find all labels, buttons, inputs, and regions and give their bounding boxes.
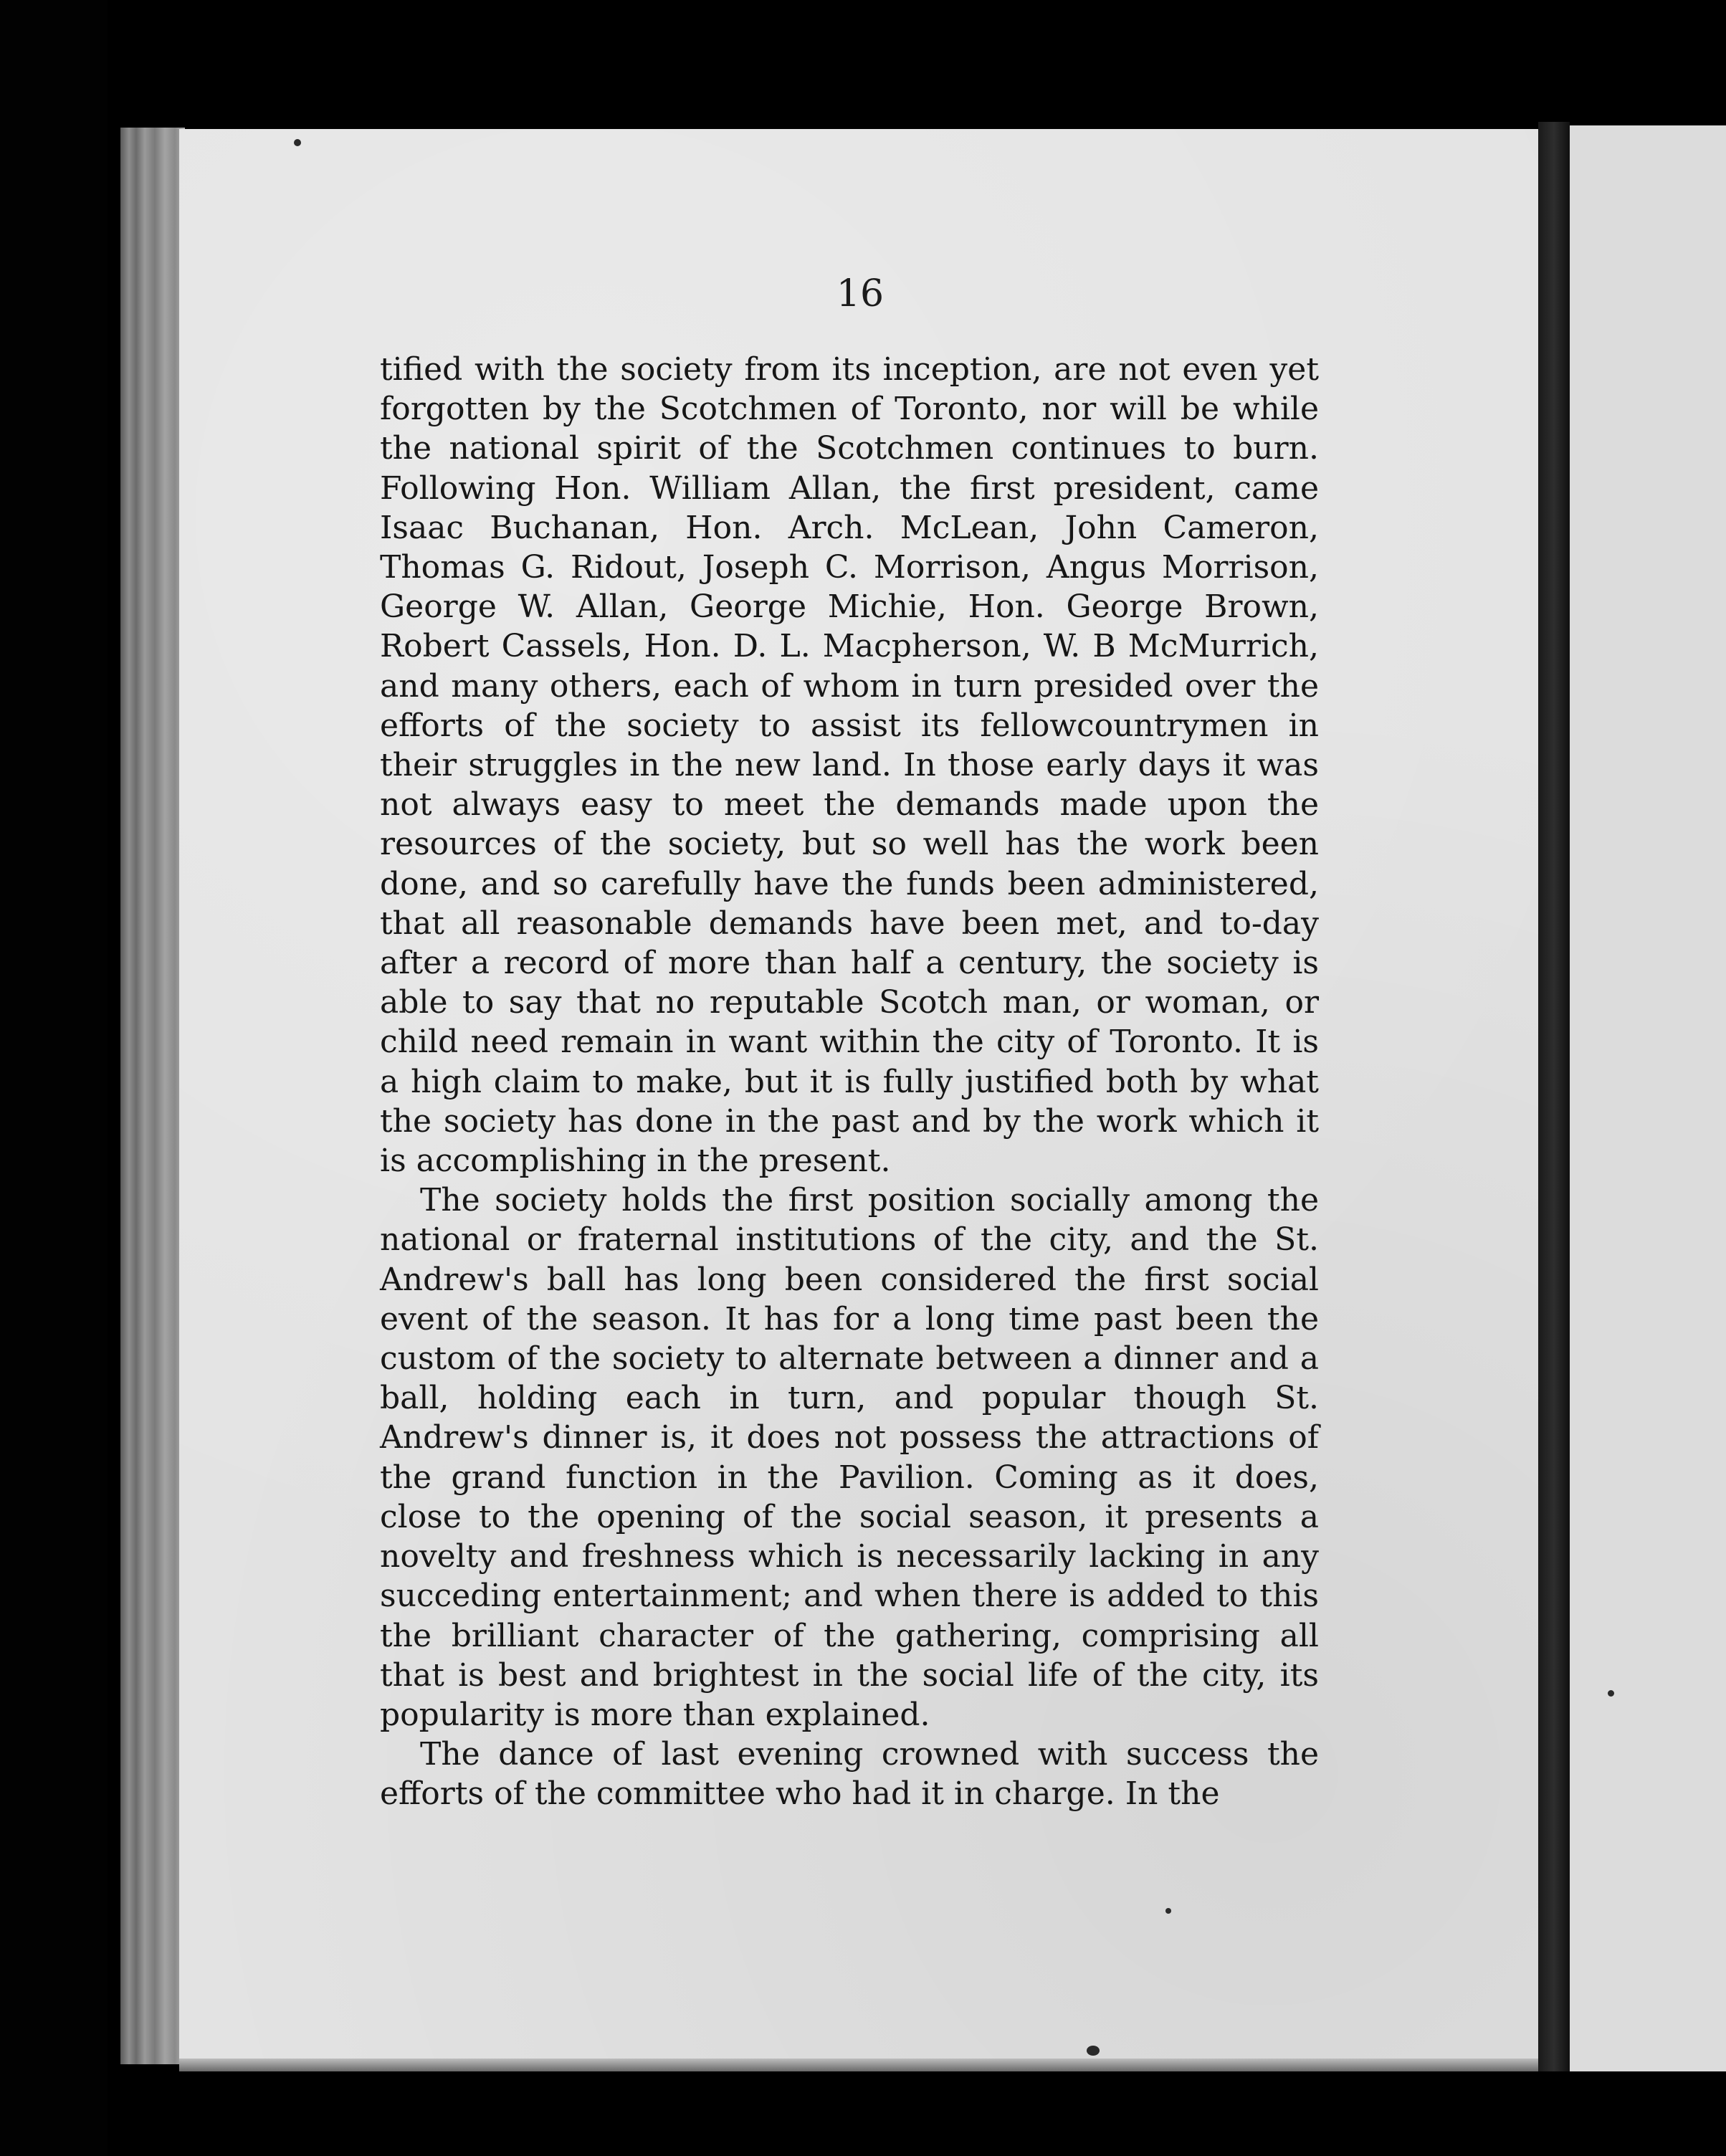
- page-edges: [120, 128, 185, 2064]
- dust-speck: [294, 139, 301, 146]
- page-number: 16: [836, 272, 885, 315]
- body-text: [380, 350, 1319, 1814]
- dust-speck: [1087, 2046, 1100, 2056]
- book-gutter: [1538, 122, 1570, 2071]
- page-bottom-edge: [179, 2059, 1541, 2071]
- paragraph: tified with the society from its inception, are not even yet forgotten by the Scotchmen of Toronto, nor will be while the national spirit of the Scotchmen continues to burn. Following Hon. William Allan, the first president, came Isaac Buchanan, Hon. Arch. McLean, John Cameron, Thomas G. Ridout, Joseph C. Morrison, Angus Morrison, George W. Allan, George Michie, Hon. George Brown, Robert Cassels, Hon. D. L. Macpherson, W. B McMurrich, and many others, each of whom in turn presided over the efforts of the society to assist its fellowcountrymen in their struggles in the new land. In those early days it was not always easy to meet the demands made upon the resources of the society, but so well has the work been done, and so carefully have the funds been administered, that all reasonable demands have been met, and to-day after a record of more than half a century, the society is able to say that no reputable Scotch man, or woman, or child need remain in want within the city of Toronto. It is a high claim to make, but it is fully justified both by what the society has done in the past and by the work which it is accomplishing in the present.: [380, 351, 1319, 1180]
- film-border: [0, 0, 108, 2156]
- paragraph: The society holds the first position socially among the national or fraternal institutions of the city, and the St. Andrew's ball has long been considered the first social event of the season. It has for a long time past been the custom of the society to alternate between a dinner and a ball, holding each in turn, and popular though St. Andrew's dinner is, it does not possess the attractions of the grand function in the Pavilion. Coming as it does, close to the opening of the social season, it presents a novelty and freshness which is necessarily lacking in any succeding entertainment; and when there is added to this the brilliant character of the gathering, comprising all that is best and brightest in the social life of the city, its popularity is more than explained.: [380, 1182, 1319, 1733]
- dust-speck: [1608, 1690, 1614, 1697]
- dust-speck: [1165, 1908, 1171, 1914]
- paragraph: The dance of last evening crowned with success the efforts of the committee who had it in charge. In the: [380, 1736, 1319, 1813]
- facing-page-edge: [1570, 125, 1726, 2071]
